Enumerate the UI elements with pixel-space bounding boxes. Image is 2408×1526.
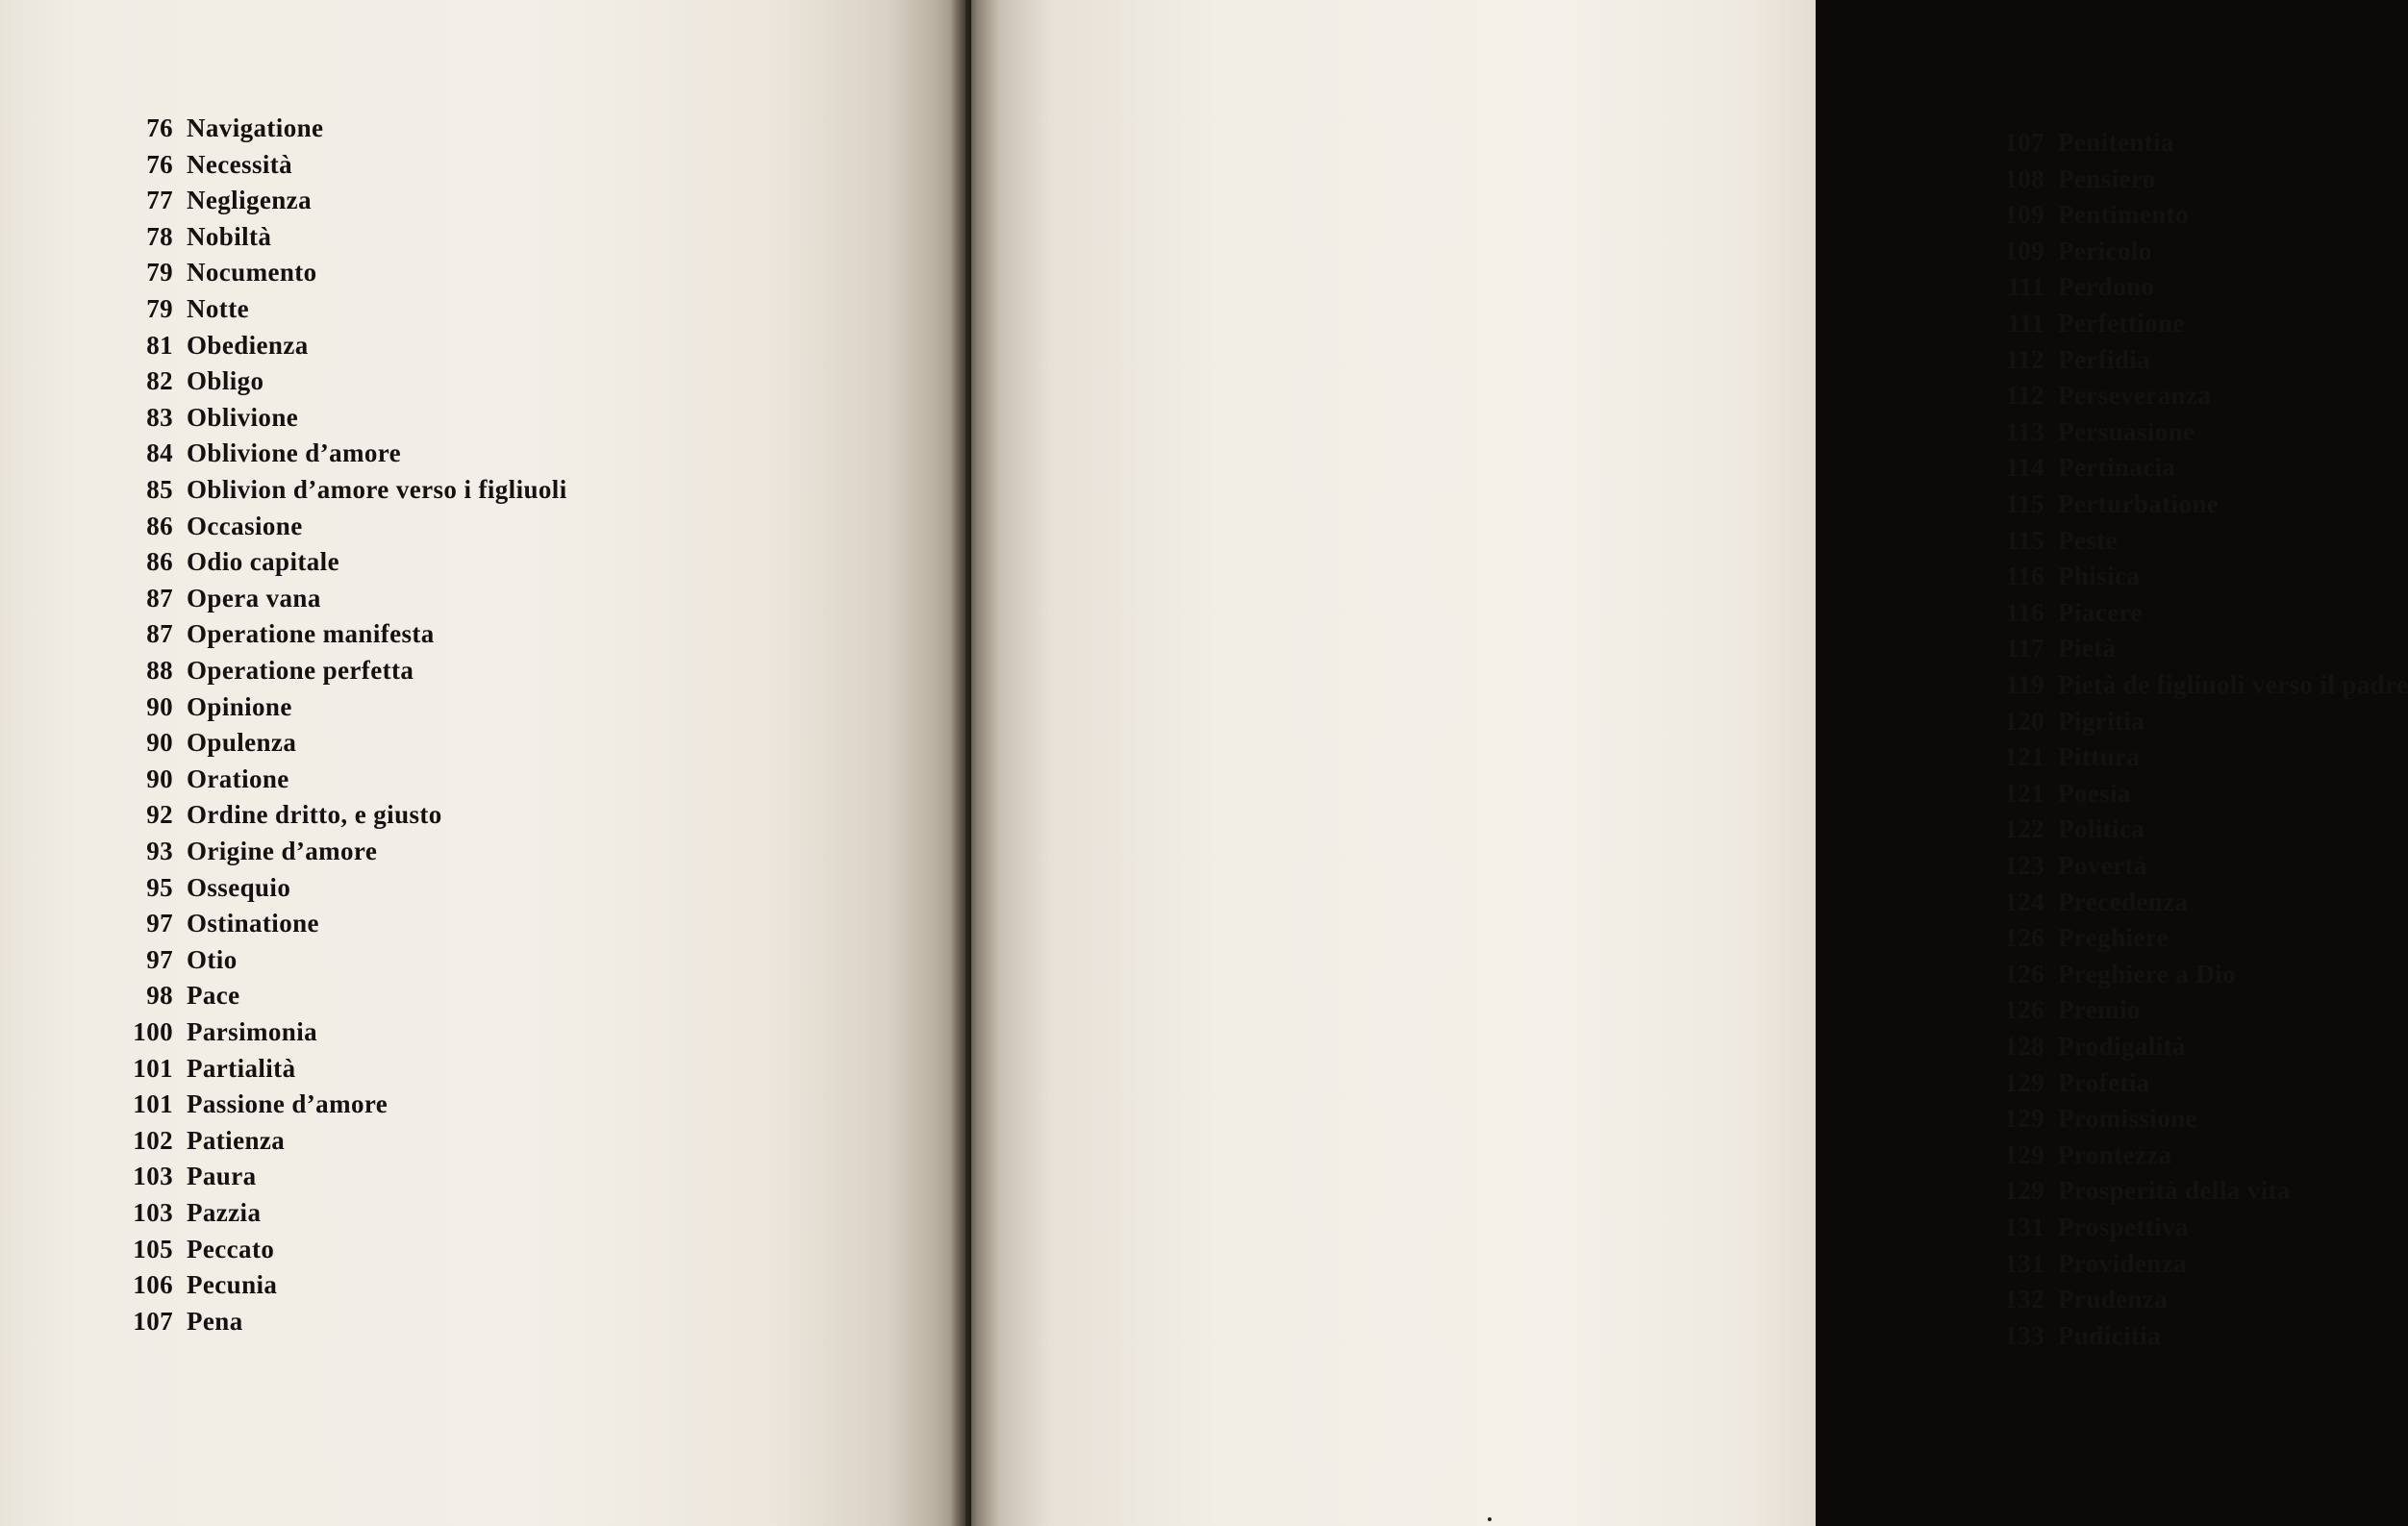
page-number: 86 bbox=[146, 547, 173, 577]
page-number: 123 bbox=[2004, 851, 2044, 880]
left-index-entry bbox=[119, 655, 414, 686]
page-number: 114 bbox=[2005, 453, 2044, 483]
page-number: 95 bbox=[146, 872, 173, 902]
page-number: 106 bbox=[133, 1270, 173, 1300]
index-term: Perfidia bbox=[2058, 344, 2151, 374]
index-term: Partialità bbox=[187, 1053, 296, 1083]
index-term: Penitentia bbox=[2058, 128, 2174, 157]
right-index-entry bbox=[1991, 1320, 2161, 1351]
left-index-entry bbox=[119, 872, 290, 903]
page-number: 126 bbox=[2004, 995, 2044, 1025]
ink-speck bbox=[1488, 1517, 1492, 1521]
right-index-entry bbox=[1991, 416, 2195, 447]
right-index-entry bbox=[1991, 452, 2175, 483]
left-index-entry bbox=[119, 257, 317, 288]
page-number: 131 bbox=[2004, 1213, 2044, 1241]
index-term: Passione d’amore bbox=[187, 1089, 389, 1119]
index-term: Perturbatione bbox=[2058, 489, 2220, 518]
left-index-entry bbox=[119, 727, 296, 758]
index-term: Peccato bbox=[187, 1234, 275, 1263]
index-term: Pazzia bbox=[187, 1198, 262, 1227]
index-term: Prodigalità bbox=[2058, 1032, 2186, 1061]
index-term: Negligenza bbox=[187, 186, 312, 215]
page-number: 121 bbox=[2004, 778, 2044, 808]
left-index-entry bbox=[119, 799, 442, 830]
left-index-entry bbox=[119, 221, 271, 252]
page-number: 116 bbox=[2005, 562, 2044, 591]
page-number: 102 bbox=[133, 1125, 173, 1155]
index-term: Prudenza bbox=[2058, 1285, 2169, 1314]
page-number: 79 bbox=[146, 294, 173, 323]
page-number: 124 bbox=[2004, 887, 2044, 916]
left-index-entry bbox=[119, 293, 249, 324]
index-term: Povertà bbox=[2058, 851, 2147, 880]
right-index-entry bbox=[1991, 778, 2131, 809]
page-number: 111 bbox=[2007, 272, 2044, 302]
index-term: Operatione perfetta bbox=[187, 656, 414, 685]
page-number: 129 bbox=[2004, 1139, 2044, 1169]
page-number: 126 bbox=[2004, 923, 2044, 953]
left-index-entry bbox=[119, 1053, 295, 1084]
right-index-entry bbox=[1991, 380, 2211, 411]
right-index-entry bbox=[1991, 887, 2188, 917]
index-term: Preghiere a Dio bbox=[2058, 959, 2236, 988]
index-term: Persuasione bbox=[2058, 416, 2195, 446]
index-term: Pensiero bbox=[2058, 163, 2156, 193]
right-index-entry bbox=[1991, 1139, 2172, 1170]
index-term: Phisica bbox=[2058, 562, 2141, 591]
right-index-entry bbox=[1991, 1103, 2197, 1134]
page-number: 76 bbox=[146, 149, 173, 179]
index-term: Otio bbox=[187, 944, 238, 974]
right-index-entry bbox=[1991, 741, 2140, 772]
left-index-entry bbox=[119, 474, 567, 505]
index-term: Nobiltà bbox=[187, 221, 272, 251]
index-term: Oblivione bbox=[187, 402, 299, 432]
right-index-entry bbox=[1991, 1067, 2150, 1098]
page-number: 81 bbox=[146, 330, 173, 360]
right-index-entry bbox=[1991, 850, 2147, 881]
right-index-entry bbox=[1991, 959, 2236, 989]
index-term: Peste bbox=[2058, 525, 2118, 555]
page-number: 131 bbox=[2004, 1248, 2044, 1278]
left-index-entry bbox=[119, 980, 240, 1011]
left-index-entry bbox=[119, 908, 319, 938]
page-number: 117 bbox=[2005, 634, 2044, 663]
index-term: Nocumento bbox=[187, 258, 317, 288]
left-index-entry bbox=[119, 1016, 317, 1047]
index-term: Piacere bbox=[2058, 597, 2143, 627]
page-number: 109 bbox=[2004, 236, 2044, 265]
index-term: Providenza bbox=[2058, 1248, 2187, 1278]
left-index-entry bbox=[119, 618, 435, 649]
index-term: Patienza bbox=[187, 1125, 286, 1155]
right-index-entry bbox=[1991, 127, 2174, 158]
index-term: Premio bbox=[2058, 995, 2141, 1025]
index-term: Pena bbox=[187, 1306, 243, 1336]
right-index-entry bbox=[1991, 1284, 2168, 1314]
page-number: 90 bbox=[146, 691, 173, 721]
index-term: Pace bbox=[187, 981, 240, 1011]
page-number: 87 bbox=[146, 583, 173, 613]
index-term: Notte bbox=[187, 294, 249, 323]
index-term: Prosperità della vita bbox=[2058, 1176, 2291, 1206]
left-index-entry bbox=[119, 365, 263, 396]
page-number: 120 bbox=[2004, 706, 2044, 736]
index-term: Precedenza bbox=[2058, 887, 2189, 916]
left-index-entry bbox=[119, 1125, 285, 1156]
index-term: Ostinatione bbox=[187, 909, 319, 938]
page-number: 108 bbox=[2004, 163, 2044, 193]
left-index-entry bbox=[119, 1306, 243, 1337]
left-index-entry bbox=[119, 1234, 274, 1264]
index-term: Poesia bbox=[2058, 778, 2131, 808]
right-index-entry bbox=[1991, 308, 2185, 338]
index-term: Perfettione bbox=[2058, 309, 2185, 338]
index-term: Pentimento bbox=[2058, 200, 2189, 230]
page-number: 92 bbox=[146, 800, 173, 830]
page-number: 103 bbox=[133, 1162, 173, 1191]
page-number: 93 bbox=[146, 837, 173, 865]
index-term: Opinione bbox=[187, 691, 292, 721]
page-number: 133 bbox=[2004, 1320, 2044, 1350]
left-index-entry bbox=[119, 836, 377, 866]
index-term: Origine d’amore bbox=[187, 837, 378, 865]
page-number: 115 bbox=[2005, 525, 2044, 555]
index-term: Politica bbox=[2058, 814, 2145, 844]
page-number: 88 bbox=[146, 656, 173, 685]
index-term: Prospettiva bbox=[2058, 1213, 2189, 1241]
right-index-entry bbox=[1991, 525, 2118, 556]
page-number: 90 bbox=[146, 763, 173, 793]
page-number: 113 bbox=[2005, 416, 2044, 446]
page-number: 112 bbox=[2005, 344, 2044, 374]
page-number: 83 bbox=[146, 402, 173, 432]
left-index-entry bbox=[119, 944, 238, 975]
page-number: 98 bbox=[146, 981, 173, 1011]
index-term: Preghiere bbox=[2058, 923, 2170, 953]
page-number: 129 bbox=[2004, 1176, 2044, 1206]
page-number: 101 bbox=[133, 1089, 173, 1119]
right-index-entry bbox=[1991, 994, 2141, 1025]
index-term: Operatione manifesta bbox=[187, 619, 435, 649]
page-number: 77 bbox=[146, 186, 173, 215]
page-number: 79 bbox=[146, 258, 173, 288]
index-term: Perdono bbox=[2058, 272, 2155, 302]
right-index-entry bbox=[1991, 669, 2408, 700]
right-index-entry bbox=[1991, 1248, 2187, 1279]
page-number: 132 bbox=[2004, 1285, 2044, 1314]
index-term: Perseveranza bbox=[2058, 381, 2212, 411]
page-number: 112 bbox=[2005, 381, 2044, 411]
index-term: Ossequio bbox=[187, 872, 291, 902]
index-term: Parsimonia bbox=[187, 1017, 317, 1046]
index-term: Obligo bbox=[187, 366, 264, 396]
left-page bbox=[0, 0, 966, 1526]
page-number: 109 bbox=[2004, 200, 2044, 230]
left-index-entry bbox=[119, 330, 309, 361]
index-term: Opera vana bbox=[187, 583, 321, 613]
index-term: Paura bbox=[187, 1162, 257, 1191]
page-number: 97 bbox=[146, 944, 173, 974]
page-number: 101 bbox=[133, 1053, 173, 1083]
index-term: Promissione bbox=[2058, 1104, 2197, 1134]
left-index-entry bbox=[119, 113, 323, 143]
right-index-entry bbox=[1991, 922, 2169, 953]
right-index-entry bbox=[1991, 1212, 2189, 1242]
index-term: Oratione bbox=[187, 763, 289, 793]
left-index-entry bbox=[119, 438, 401, 468]
left-index-entry bbox=[119, 1269, 277, 1300]
right-page bbox=[966, 0, 2408, 1526]
index-term: Odio capitale bbox=[187, 547, 339, 577]
book-gutter bbox=[950, 0, 971, 1526]
page-number: 107 bbox=[2004, 128, 2044, 157]
page-number: 116 bbox=[2005, 597, 2044, 627]
page-number: 87 bbox=[146, 619, 173, 649]
left-index-entry bbox=[119, 691, 292, 722]
index-term: Pertinacia bbox=[2058, 453, 2176, 483]
index-term: Navigatione bbox=[187, 113, 324, 142]
page-number: 76 bbox=[146, 113, 173, 142]
index-term: Oblivion d’amore verso i figliuoli bbox=[187, 475, 567, 504]
page-number: 85 bbox=[146, 475, 173, 504]
page-number: 126 bbox=[2004, 959, 2044, 988]
page-number: 129 bbox=[2004, 1104, 2044, 1134]
right-index-entry bbox=[1991, 633, 2116, 663]
index-term: Pericolo bbox=[2058, 236, 2152, 265]
left-index-entry bbox=[119, 185, 312, 215]
right-index-entry bbox=[1991, 1031, 2186, 1062]
index-term: Pietà bbox=[2058, 634, 2117, 663]
index-term: Pecunia bbox=[187, 1270, 278, 1300]
left-index-entry bbox=[119, 1197, 261, 1228]
index-term: Prontezza bbox=[2058, 1139, 2172, 1169]
right-index-entry bbox=[1991, 597, 2143, 628]
right-index-entry bbox=[1991, 163, 2156, 194]
left-index-entry bbox=[119, 1088, 388, 1119]
index-term: Pietà de figliuoli verso il padre bbox=[2058, 670, 2408, 699]
right-index-entry bbox=[1991, 561, 2140, 591]
right-index-entry bbox=[1991, 344, 2150, 375]
page-number: 111 bbox=[2007, 309, 2044, 338]
left-index-entry bbox=[119, 149, 292, 180]
page-number: 90 bbox=[146, 728, 173, 758]
left-index-entry bbox=[119, 546, 339, 577]
index-term: Occasione bbox=[187, 511, 303, 540]
right-index-entry bbox=[1991, 706, 2145, 737]
index-term: Opulenza bbox=[187, 728, 297, 758]
page-number: 82 bbox=[146, 366, 173, 396]
left-index-entry bbox=[119, 402, 298, 433]
page-number: 100 bbox=[133, 1017, 173, 1046]
index-term: Obedienza bbox=[187, 330, 309, 360]
page-number: 107 bbox=[133, 1306, 173, 1336]
index-term: Necessità bbox=[187, 149, 293, 179]
page-number: 122 bbox=[2004, 814, 2044, 844]
page-number: 115 bbox=[2005, 489, 2044, 518]
page-number: 84 bbox=[146, 438, 173, 468]
right-index-entry bbox=[1991, 813, 2145, 844]
index-term: Ordine dritto, e giusto bbox=[187, 800, 442, 830]
index-term: Pittura bbox=[2058, 742, 2141, 772]
page-number: 121 bbox=[2004, 742, 2044, 772]
right-index-entry bbox=[1991, 199, 2189, 230]
left-index-entry bbox=[119, 583, 321, 613]
index-term: Pudicitia bbox=[2058, 1320, 2162, 1350]
page-number: 97 bbox=[146, 909, 173, 938]
page-number: 78 bbox=[146, 221, 173, 251]
index-term: Oblivione d’amore bbox=[187, 438, 402, 468]
left-index-entry bbox=[119, 511, 303, 541]
page-number: 105 bbox=[133, 1234, 173, 1263]
left-index-entry bbox=[119, 763, 289, 794]
right-index-entry bbox=[1991, 236, 2152, 266]
page-number: 119 bbox=[2005, 670, 2044, 699]
right-index-entry bbox=[1991, 271, 2154, 302]
page-number: 129 bbox=[2004, 1067, 2044, 1097]
page-number: 103 bbox=[133, 1198, 173, 1227]
right-index-entry bbox=[1991, 1175, 2291, 1206]
index-term: Pigritia bbox=[2058, 706, 2145, 736]
index-term: Profetia bbox=[2058, 1067, 2150, 1097]
right-index-entry bbox=[1991, 488, 2219, 519]
left-index-entry bbox=[119, 1161, 257, 1191]
page-number: 128 bbox=[2004, 1032, 2044, 1061]
page-number: 86 bbox=[146, 511, 173, 540]
